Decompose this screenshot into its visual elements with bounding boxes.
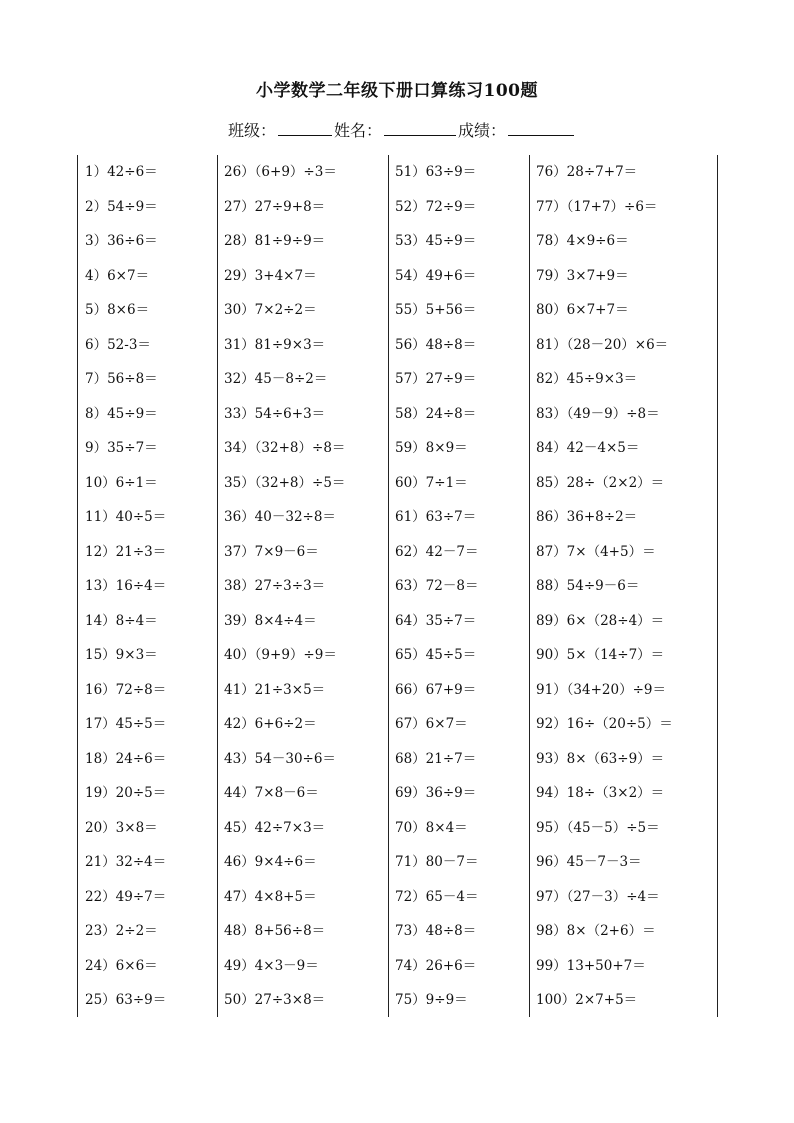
problem-item: 99）13+50+7＝ xyxy=(536,957,646,974)
problem-item: 32）45－8÷2＝ xyxy=(224,371,328,387)
problem-item: 78）4×9÷6＝ xyxy=(536,233,629,249)
problem-item: 68）21÷7＝ xyxy=(395,750,477,767)
problem-item: 64）35÷7＝ xyxy=(395,612,477,629)
problem-item: 63）72－8＝ xyxy=(395,578,479,594)
problem-item: 45）42÷7×3＝ xyxy=(224,819,326,836)
problem-item: 57）27÷9＝ xyxy=(395,371,477,387)
problem-item: 30）7×2÷2＝ xyxy=(224,302,317,318)
problem-item: 81）（28－20）×6＝ xyxy=(536,336,669,353)
problem-item: 13）16÷4＝ xyxy=(85,578,167,594)
problem-item: 91）（34+20）÷9＝ xyxy=(536,681,666,698)
problem-item: 77）（17+7）÷6＝ xyxy=(536,198,658,215)
problem-item: 10）6÷1＝ xyxy=(85,474,158,491)
column-divider xyxy=(217,155,218,1017)
problem-item: 2）54÷9＝ xyxy=(85,198,158,215)
problem-item: 80）6×7+7＝ xyxy=(536,302,629,318)
problem-item: 73）48÷8＝ xyxy=(395,923,477,939)
problem-item: 31）81÷9×3＝ xyxy=(224,336,326,353)
problem-item: 33）54÷6+3＝ xyxy=(224,405,326,422)
problem-item: 100）2×7+5＝ xyxy=(536,992,638,1008)
problem-item: 5）8×6＝ xyxy=(85,302,150,318)
problem-item: 65）45÷5＝ xyxy=(395,647,477,663)
problem-item: 36）40－32÷8＝ xyxy=(224,509,336,525)
problem-item: 92）16÷（20÷5）＝ xyxy=(536,716,673,732)
problem-item: 55）5+56＝ xyxy=(395,302,477,318)
name-blank[interactable] xyxy=(384,119,456,136)
name-label: 姓名： xyxy=(334,121,383,140)
score-blank[interactable] xyxy=(508,119,574,136)
problem-item: 86）36+8÷2＝ xyxy=(536,509,638,525)
problem-item: 46）9×4÷6＝ xyxy=(224,854,317,870)
problem-item: 16）72÷8＝ xyxy=(85,681,167,698)
problem-item: 41）21÷3×5＝ xyxy=(224,681,326,698)
problem-item: 28）81÷9÷9＝ xyxy=(224,233,326,249)
problem-item: 96）45－7－3＝ xyxy=(536,854,642,870)
page-title: 小学数学二年级下册口算练习100题 xyxy=(256,81,538,101)
problem-item: 94）18÷（3×2）＝ xyxy=(536,785,665,801)
problem-item: 79）3×7+9＝ xyxy=(536,267,629,284)
problem-item: 39）8×4÷4＝ xyxy=(224,612,317,629)
problem-item: 6）52-3＝ xyxy=(85,336,151,353)
problem-item: 97）（27－3）÷4＝ xyxy=(536,888,660,905)
problem-item: 70）8×4＝ xyxy=(395,819,468,836)
column-divider xyxy=(717,155,718,1017)
problem-item: 72）65－4＝ xyxy=(395,888,479,905)
problem-item: 29）3+4×7＝ xyxy=(224,267,317,284)
problem-item: 35）（32+8）÷5＝ xyxy=(224,474,346,491)
problem-item: 20）3×8＝ xyxy=(85,819,158,836)
problem-item: 52）72÷9＝ xyxy=(395,198,477,215)
problem-item: 4）6×7＝ xyxy=(85,267,150,284)
problem-item: 90）5×（14÷7）＝ xyxy=(536,647,665,663)
problem-item: 21）32÷4＝ xyxy=(85,854,167,870)
problem-item: 95）（45－5）÷5＝ xyxy=(536,819,660,836)
column-divider xyxy=(529,155,530,1017)
problem-item: 74）26+6＝ xyxy=(395,957,477,974)
problem-item: 23）2÷2＝ xyxy=(85,923,158,939)
problem-item: 59）8×9＝ xyxy=(395,440,468,456)
problem-item: 25）63÷9＝ xyxy=(85,992,167,1008)
problem-item: 11）40÷5＝ xyxy=(85,509,167,525)
problem-item: 69）36÷9＝ xyxy=(395,785,477,801)
problem-item: 22）49÷7＝ xyxy=(85,888,167,905)
problem-item: 53）45÷9＝ xyxy=(395,233,477,249)
problem-item: 76）28÷7+7＝ xyxy=(536,164,638,180)
problem-item: 9）35÷7＝ xyxy=(85,440,158,456)
problem-item: 18）24÷6＝ xyxy=(85,750,167,767)
problem-item: 93）8×（63÷9）＝ xyxy=(536,750,665,767)
student-info-line xyxy=(228,118,576,141)
problem-item: 98）8×（2+6）＝ xyxy=(536,923,656,939)
problem-item: 37）7×9－6＝ xyxy=(224,543,319,560)
problem-item: 47）4×8+5＝ xyxy=(224,888,317,905)
problem-item: 38）27÷3÷3＝ xyxy=(224,578,326,594)
problem-item: 50）27÷3×8＝ xyxy=(224,992,326,1008)
problem-item: 89）6×（28÷4）＝ xyxy=(536,612,665,629)
problem-item: 60）7÷1＝ xyxy=(395,474,468,491)
problem-item: 58）24÷8＝ xyxy=(395,405,477,422)
problem-item: 54）49+6＝ xyxy=(395,267,477,284)
problem-item: 24）6×6＝ xyxy=(85,957,158,974)
problem-item: 84）42－4×5＝ xyxy=(536,440,640,456)
problem-item: 88）54÷9－6＝ xyxy=(536,578,640,594)
problem-grid xyxy=(77,155,718,1017)
problem-item: 7）56÷8＝ xyxy=(85,371,158,387)
problem-item: 49）4×3－9＝ xyxy=(224,957,319,974)
problem-item: 66）67+9＝ xyxy=(395,681,477,698)
problem-item: 82）45÷9×3＝ xyxy=(536,371,638,387)
column-divider xyxy=(388,155,389,1017)
problem-item: 34）（32+8）÷8＝ xyxy=(224,440,346,456)
problem-item: 67）6×7＝ xyxy=(395,716,468,732)
problem-item: 19）20÷5＝ xyxy=(85,785,167,801)
problem-item: 17）45÷5＝ xyxy=(85,716,167,732)
problem-item: 1）42÷6＝ xyxy=(85,164,158,180)
problem-item: 62）42－7＝ xyxy=(395,543,479,560)
problem-item: 71）80－7＝ xyxy=(395,854,479,870)
problem-item: 14）8÷4＝ xyxy=(85,612,158,629)
problem-item: 42）6+6÷2＝ xyxy=(224,716,317,732)
problem-item: 3）36÷6＝ xyxy=(85,233,158,249)
problem-item: 43）54－30÷6＝ xyxy=(224,750,336,767)
class-blank[interactable] xyxy=(278,119,332,136)
score-label: 成绩： xyxy=(458,121,507,140)
problem-item: 85）28÷（2×2）＝ xyxy=(536,474,665,491)
problem-item: 48）8+56÷8＝ xyxy=(224,923,326,939)
problem-item: 26）（6+9）÷3＝ xyxy=(224,164,337,180)
problem-item: 40）（9+9）÷9＝ xyxy=(224,647,337,663)
column-divider xyxy=(77,155,78,1017)
problem-item: 87）7×（4+5）＝ xyxy=(536,543,656,560)
class-label: 班级： xyxy=(228,121,277,140)
problem-item: 8）45÷9＝ xyxy=(85,405,158,422)
problem-item: 51）63÷9＝ xyxy=(395,164,477,180)
problem-item: 27）27÷9+8＝ xyxy=(224,198,326,215)
problem-item: 83）（49－9）÷8＝ xyxy=(536,405,660,422)
problem-item: 61）63÷7＝ xyxy=(395,509,477,525)
problem-item: 56）48÷8＝ xyxy=(395,336,477,353)
problem-item: 12）21÷3＝ xyxy=(85,543,167,560)
problem-item: 44）7×8－6＝ xyxy=(224,785,319,801)
problem-item: 15）9×3＝ xyxy=(85,647,158,663)
problem-item: 75）9÷9＝ xyxy=(395,992,468,1008)
